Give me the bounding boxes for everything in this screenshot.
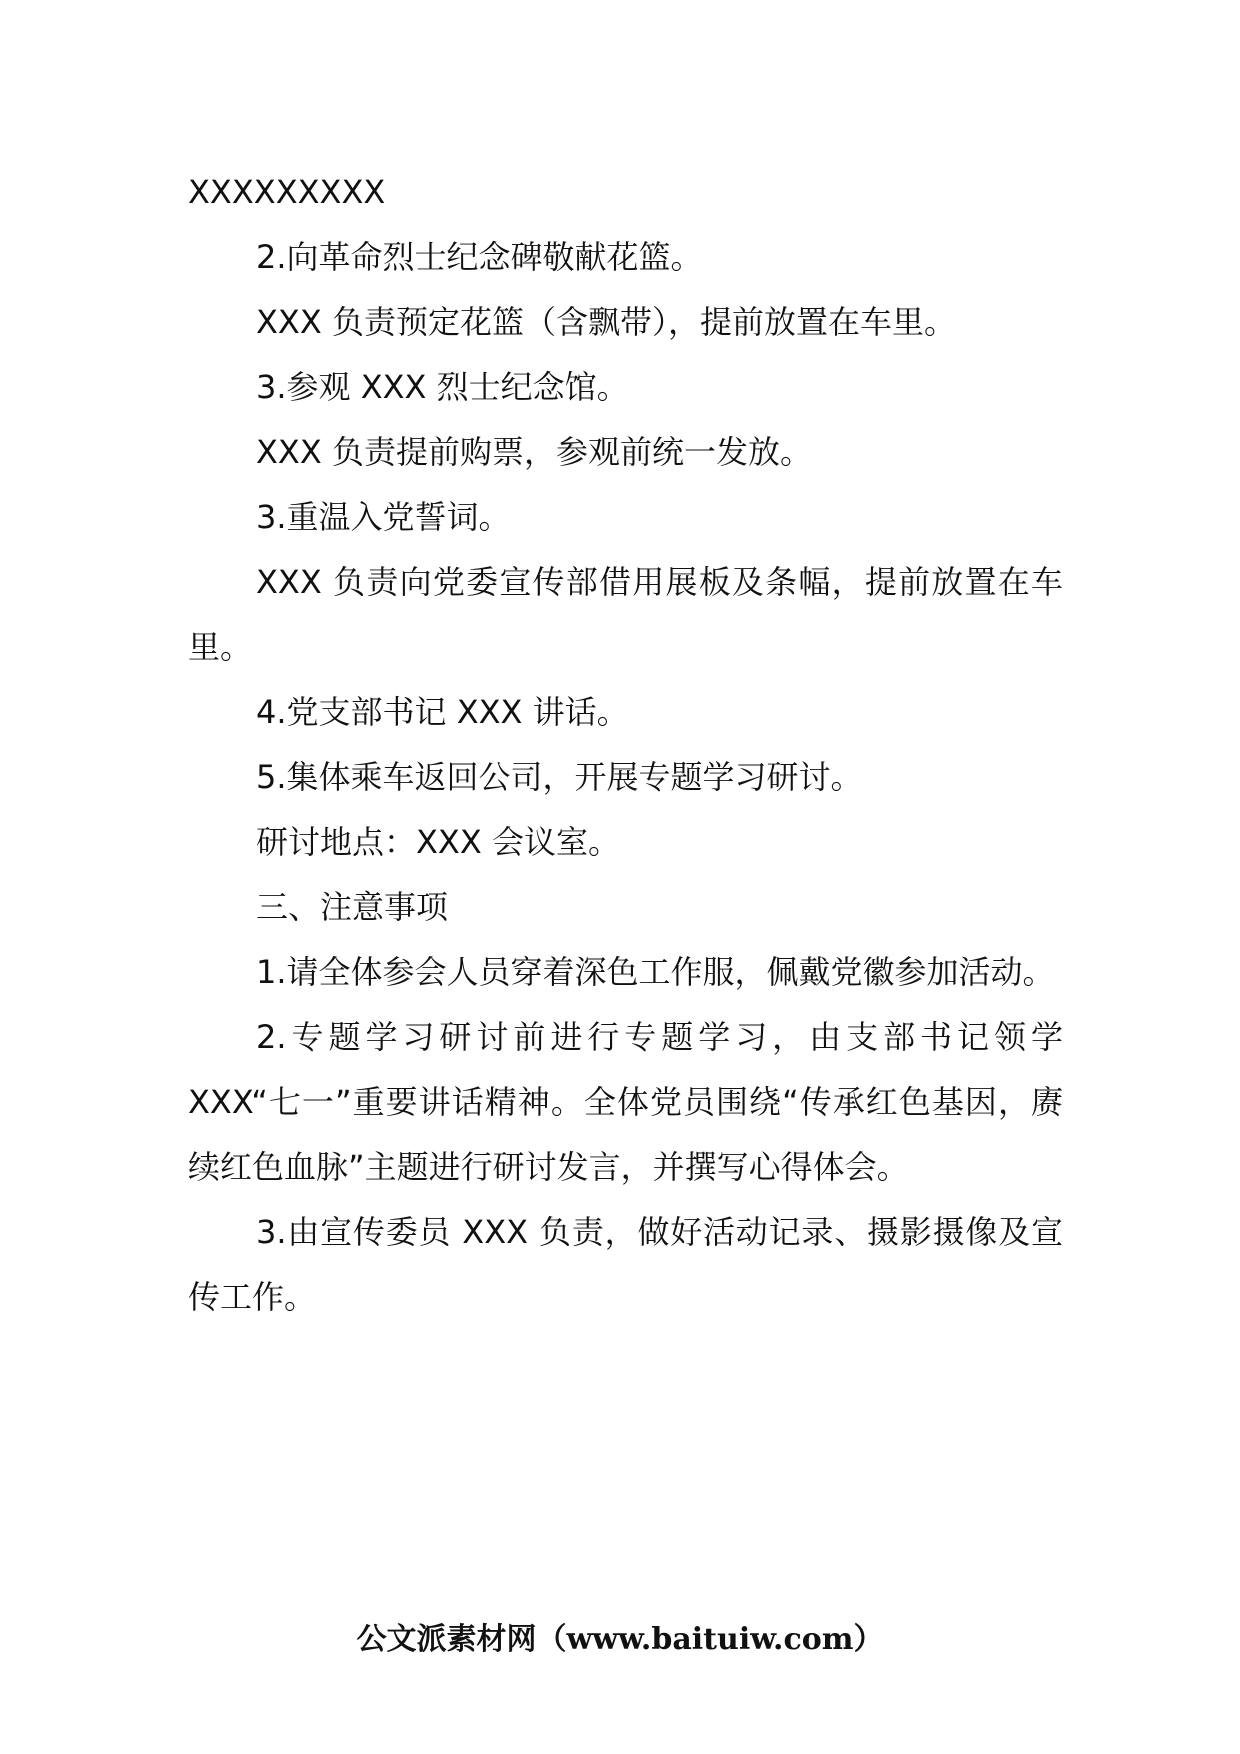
paragraph-note-2-study: 2.专题学习研讨前进行专题学习，由支部书记领学 XXX“七一”重要讲话精神。全体党员围绕“传承红色基因，赓续红色血脉”主题进行研讨发言，并撰写心得体会。 xyxy=(188,1018,1063,1186)
paragraph-placeholder-line: XXXXXXXXX xyxy=(188,173,386,211)
paragraph-item-2-wreath: 2.向革命烈士纪念碑敬献花篮。 xyxy=(256,238,703,276)
paragraph-item-3-oath: 3.重温入党誓词。 xyxy=(256,498,511,536)
document-body xyxy=(188,160,1063,1330)
paragraph-item-4-speech: 4.党支部书记 XXX 讲话。 xyxy=(256,693,629,731)
paragraph-item-5-return: 5.集体乘车返回公司，开展专题学习研讨。 xyxy=(256,758,863,796)
paragraph-wreath-responsibility: XXX 负责预定花篮（含飘带），提前放置在车里。 xyxy=(256,303,956,341)
paragraph-discussion-location: 研讨地点：XXX 会议室。 xyxy=(256,823,620,861)
paragraph-note-3-record: 3.由宣传委员 XXX 负责，做好活动记录、摄影摄像及宣传工作。 xyxy=(188,1213,1063,1316)
section-heading-notes: 三、注意事项 xyxy=(256,888,449,926)
paragraph-ticket-responsibility: XXX 负责提前购票，参观前统一发放。 xyxy=(256,433,812,471)
footer-watermark-text: 公文派素材网（www.baituiw.com） xyxy=(356,1622,884,1657)
paragraph-item-3-visit: 3.参观 XXX 烈士纪念馆。 xyxy=(256,368,629,406)
paragraph-banner-responsibility: XXX 负责向党委宣传部借用展板及条幅，提前放置在车里。 xyxy=(188,563,1063,666)
paragraph-note-1-attire: 1.请全体参会人员穿着深色工作服，佩戴党徽参加活动。 xyxy=(256,953,1055,991)
